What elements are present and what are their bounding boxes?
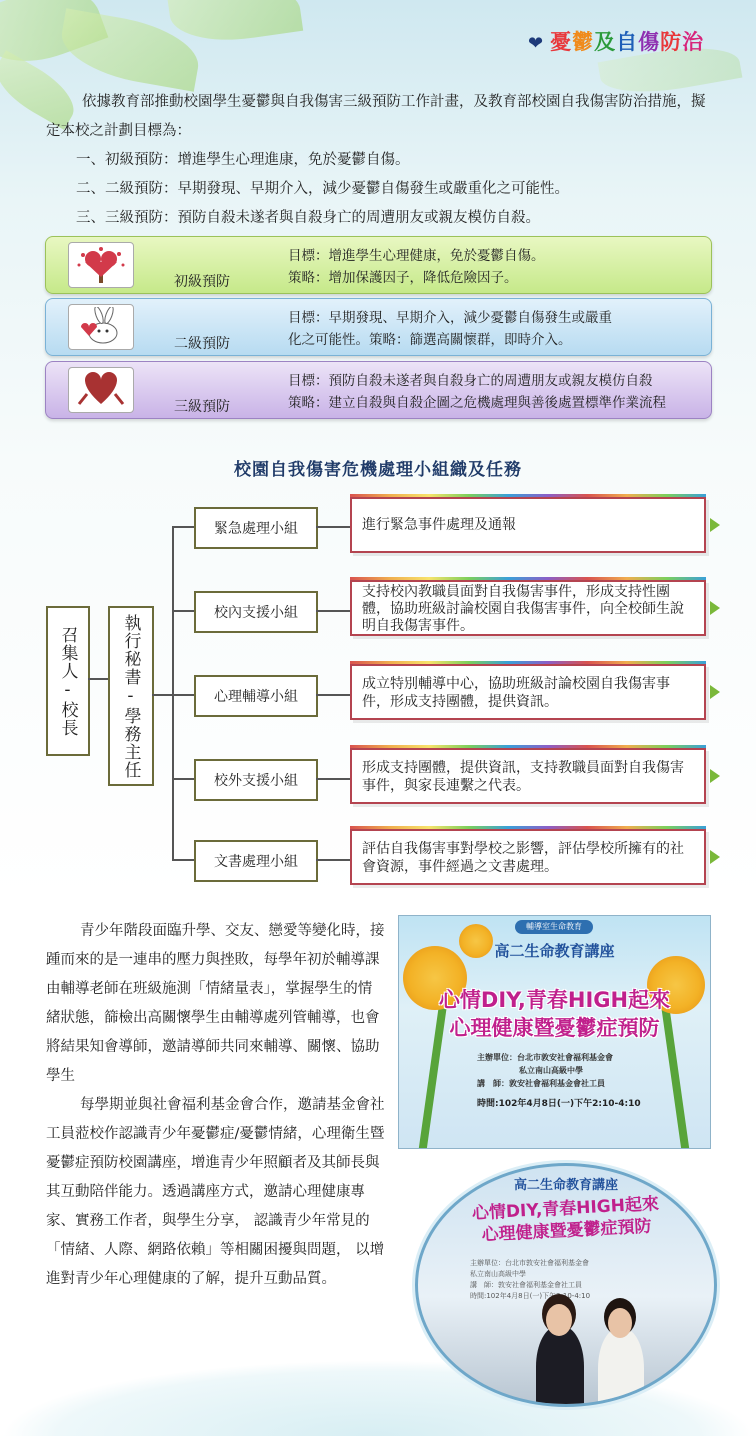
heart-icon: ❤: [528, 33, 545, 54]
poster-main-title: [399, 986, 710, 1042]
arrow-icon: [710, 685, 720, 699]
connector-line: [172, 778, 194, 780]
connector-line: [172, 694, 194, 696]
heart-figure-icon: [68, 367, 134, 413]
title-char: 自: [616, 30, 639, 54]
poster-badge: 輔導室生命教育: [515, 920, 593, 934]
connector-line: [172, 526, 194, 528]
level-description: [288, 307, 698, 351]
title-char: 防: [660, 30, 683, 54]
poster-time: 時間:102年4月8日(一)下午2:10-4:10: [477, 1099, 641, 1109]
photo-host: 主辦單位：台北市敦安社會福利基金會: [470, 1259, 589, 1267]
connector-line: [316, 778, 350, 780]
person-head: [608, 1308, 632, 1338]
photo-poster-title: 高二生命教育講座: [513, 1178, 618, 1193]
poster-co: 私立南山高級中學: [519, 1066, 583, 1075]
body-paragraph: 青少年階段面臨升學、交友、戀愛等變化時，接踵而來的是一連串的壓力與挫敗，每學年初於輔導課由輔導老師在班級施測「情緒量表」，掌握學生的情緒狀態，篩檢出高關懷學生由輔導處列管輔導，也會將結果知會導師，邀請導師共同來輔導、關懷、協助學生: [46, 923, 385, 1084]
org-chart-title: 校園自我傷害危機處理小組織及任務: [234, 460, 522, 480]
poster-main-line: 心理健康暨憂鬱症預防: [449, 1016, 660, 1040]
person-figure: [598, 1328, 644, 1407]
level-name: 初級預防: [174, 274, 230, 290]
group-box: 校外支援小組: [194, 759, 318, 801]
group-box: 文書處理小組: [194, 840, 318, 882]
task-box: [350, 664, 706, 720]
poster-title: 高二生命教育講座: [494, 942, 615, 960]
lecture-photo: [415, 1163, 717, 1407]
connector-line: [316, 694, 350, 696]
level-goal: 目標：早期發現、早期介入，減少憂鬱自傷發生或嚴重: [288, 310, 612, 326]
rainbow-bar: [350, 577, 706, 580]
convener-box: 召集人-校長: [46, 606, 90, 756]
rainbow-bar: [350, 494, 706, 497]
photo-speaker: 講 師：敦安社會福利基金會社工員: [470, 1281, 582, 1289]
title-char: 鬱: [572, 30, 595, 54]
level-box-secondary: [45, 298, 712, 356]
connector-line: [172, 859, 194, 861]
arrow-icon: [710, 769, 720, 783]
leaf-decoration: [167, 0, 303, 49]
level-strategy: 策略：建立自殺與自殺企圖之危機處理與善後處置標準作業流程: [288, 395, 666, 411]
title-char: 及: [594, 30, 617, 54]
body-paragraph: 每學期並與社會福利基金會合作，邀請基金會社工員蒞校作認識青少年憂鬱症/憂鬱情緒，心理衛生暨憂鬱症預防校園講座，增進青少年照顧者及其師長與其互動陪伴能力。透過講座方式，邀請心理健康專家、實務工作者，與學生分享， 認識青少年常見的「情緒、人際、網路依賴」等相關困擾與問題， 以增進對青少年心理健康的了解，提升互動品質。: [46, 1097, 385, 1287]
poster-speaker: 講 師：敦安社會福利基金會社工員: [477, 1079, 605, 1088]
photo-main-line: 心理健康暨憂鬱症預防: [481, 1216, 652, 1246]
level-strategy: 化之可能性。策略：篩選高關懷群，即時介入。: [288, 332, 572, 348]
level-strategy: 策略：增加保護因子，降低危險因子。: [288, 270, 518, 286]
connector-line: [152, 694, 174, 696]
page-title: [528, 26, 704, 56]
photo-poster-info: [470, 1258, 590, 1302]
group-box: 緊急處理小組: [194, 507, 318, 549]
task-text: 成立特別輔導中心，協助班級討論校園自我傷害事件，形成支持團體，提供資訊。: [362, 676, 670, 710]
task-text: 形成支持團體，提供資訊，支持教職員面對自我傷害事件，與家長連繫之代表。: [362, 760, 684, 794]
level-name: 二級預防: [174, 336, 230, 352]
arrow-icon: [710, 850, 720, 864]
heart-tree-icon: [68, 242, 134, 288]
lecture-poster-image: [398, 915, 711, 1149]
photo-co: 私立南山高級中學: [470, 1270, 526, 1278]
photo-main-line: 心情DIY,青春HIGH起來: [471, 1194, 660, 1224]
arrow-icon: [710, 601, 720, 615]
connector-line: [172, 610, 194, 612]
rainbow-bar: [350, 826, 706, 829]
poster-info: [477, 1051, 613, 1090]
rabbit-icon: [68, 304, 134, 350]
connector-line: [172, 526, 174, 860]
task-box: [350, 497, 706, 553]
task-box: [350, 580, 706, 636]
connector-line: [316, 859, 350, 861]
title-char: 憂: [550, 30, 573, 54]
level-box-primary: [45, 236, 712, 294]
photo-time: 時間:102年4月8日(一)下午2:10-4:10: [470, 1292, 591, 1300]
group-box: 心理輔導小組: [194, 675, 318, 717]
level-description: [288, 370, 698, 414]
photo-poster-main: [417, 1190, 715, 1249]
secretary-box: 執行秘書-學務主任: [108, 606, 154, 786]
rainbow-bar: [350, 661, 706, 664]
person-figure: [536, 1326, 584, 1407]
title-char: 傷: [638, 30, 661, 54]
connector-line: [316, 526, 350, 528]
arrow-icon: [710, 518, 720, 532]
task-box: [350, 748, 706, 804]
rainbow-bar: [350, 745, 706, 748]
level-goal: 目標：增進學生心理健康，免於憂鬱自傷。: [288, 248, 545, 264]
goal-item: 二、二級預防：早期發現、早期介入，減少憂鬱自傷發生或嚴重化之可能性。: [76, 181, 569, 197]
person-head: [546, 1304, 572, 1336]
task-box: [350, 829, 706, 885]
poster-host: 主辦單位：台北市敦安社會福利基金會: [477, 1053, 613, 1062]
intro-section: [46, 88, 718, 233]
goal-item: 一、初級預防：增進學生心理進康，免於憂鬱自傷。: [76, 152, 410, 168]
task-text: 進行緊急事件處理及通報: [362, 517, 516, 533]
page-title-text: [550, 30, 704, 54]
task-text: 評估自我傷害事對學校之影響，評估學校所擁有的社會資源，事件經過之文書處理。: [362, 841, 684, 875]
intro-paragraph: 依據教育部推動校園學生憂鬱與自我傷害三級預防工作計畫，及教育部校園自我傷害防治措施，擬定本校之計劃目標為：: [46, 94, 706, 139]
level-description: [288, 245, 698, 289]
connector-line: [88, 678, 108, 680]
title-char: 治: [682, 30, 705, 54]
poster-main-line: 心情DIY,青春HIGH起來: [438, 988, 671, 1012]
body-text-section: [46, 917, 386, 1294]
level-box-tertiary: [45, 361, 712, 419]
group-box: 校內支援小組: [194, 591, 318, 633]
goal-item: 三、三級預防：預防自殺未遂者與自殺身亡的周遭朋友或親友模仿自殺。: [76, 210, 540, 226]
level-goal: 目標：預防自殺未遂者與自殺身亡的周遭朋友或親友模仿自殺: [288, 373, 653, 389]
connector-line: [316, 610, 350, 612]
level-name: 三級預防: [174, 399, 230, 415]
task-text: 支持校內教職員面對自我傷害事件，形成支持性團體，協助班級討論校園自我傷害事件，向全校師生說明自我傷害事件。: [362, 584, 684, 634]
